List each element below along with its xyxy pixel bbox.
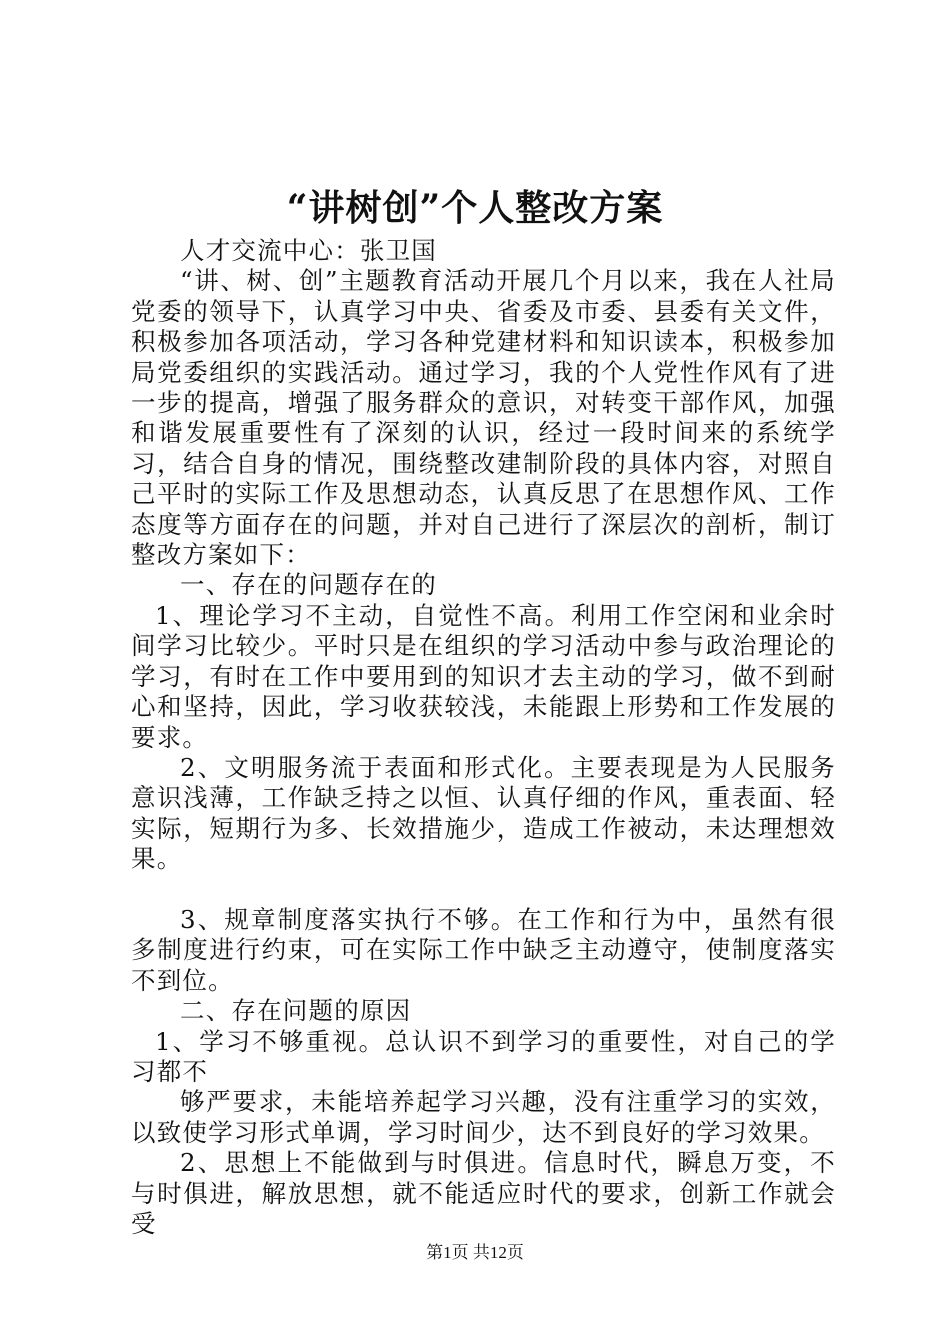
page-title: “讲树创”个人整改方案 bbox=[286, 187, 664, 229]
cause-paragraph-1-continued: 够严要求，未能培养起学习兴趣，没有注重学习的实效，以致使学习形式单调，学习时间少，达不到良好的学习效果。 bbox=[131, 1087, 836, 1147]
document-body bbox=[131, 236, 836, 1239]
cause-paragraph-1: 1、学习不够重视。总认识不到学习的重要性，对自己的学习都不 bbox=[131, 1026, 836, 1086]
author-line: 人才交流中心：张卫国 bbox=[180, 236, 437, 265]
problem-paragraph-2: 2、文明服务流于表面和形式化。主要表现是为人民服务意识浅薄，工作缺乏持之以恒、认真仔细的作风，重表面、轻实际，短期行为多、长效措施少，造成工作被动，未达理想效果。 bbox=[131, 752, 836, 874]
section-heading-causes: 二、存在问题的原因 bbox=[180, 996, 412, 1026]
page-footer: 第1页 共12页 bbox=[426, 1243, 524, 1262]
cause-paragraph-2: 2、思想上不能做到与时俱进。信息时代，瞬息万变，不与时俱进，解放思想，就不能适应时代的要求，创新工作就会受 bbox=[131, 1148, 836, 1238]
problem-paragraph-1: 1、理论学习不主动，自觉性不高。利用工作空闲和业余时间学习比较少。平时只是在组织的学习活动中参与政治理论的学习，有时在工作中要用到的知识才去主动的学习，做不到耐心和坚持，因此，学习收获较浅，未能跟上形势和工作发展的要求。 bbox=[131, 600, 836, 752]
intro-paragraph: “讲、树、创”主题教育活动开展几个月以来，我在人社局党委的领导下，认真学习中央、省委及市委、县委有关文件，积极参加各项活动，学习各种党建材料和知识读本，积极参加局党委组织的实践活动。通过学习，我的个人党性作风有了进一步的提高，增强了服务群众的意识，对转变干部作风，加强和谐发展重要性有了深刻的认识，经过一段时间来的系统学习，结合自身的情况，围绕整改建制阶段的具体内容，对照自己平时的实际工作及思想动态，认真反思了在思想作风、工作态度等方面存在的问题，并对自己进行了深层次的剖析，制订整改方案如下： bbox=[131, 266, 836, 570]
section-heading-problems: 一、存在的问题存在的 bbox=[180, 570, 437, 600]
paragraph-spacer bbox=[131, 875, 836, 905]
problem-paragraph-3: 3、规章制度落实执行不够。在工作和行为中，虽然有很多制度进行约束，可在实际工作中缺乏主动遵守，使制度落实不到位。 bbox=[131, 904, 836, 995]
